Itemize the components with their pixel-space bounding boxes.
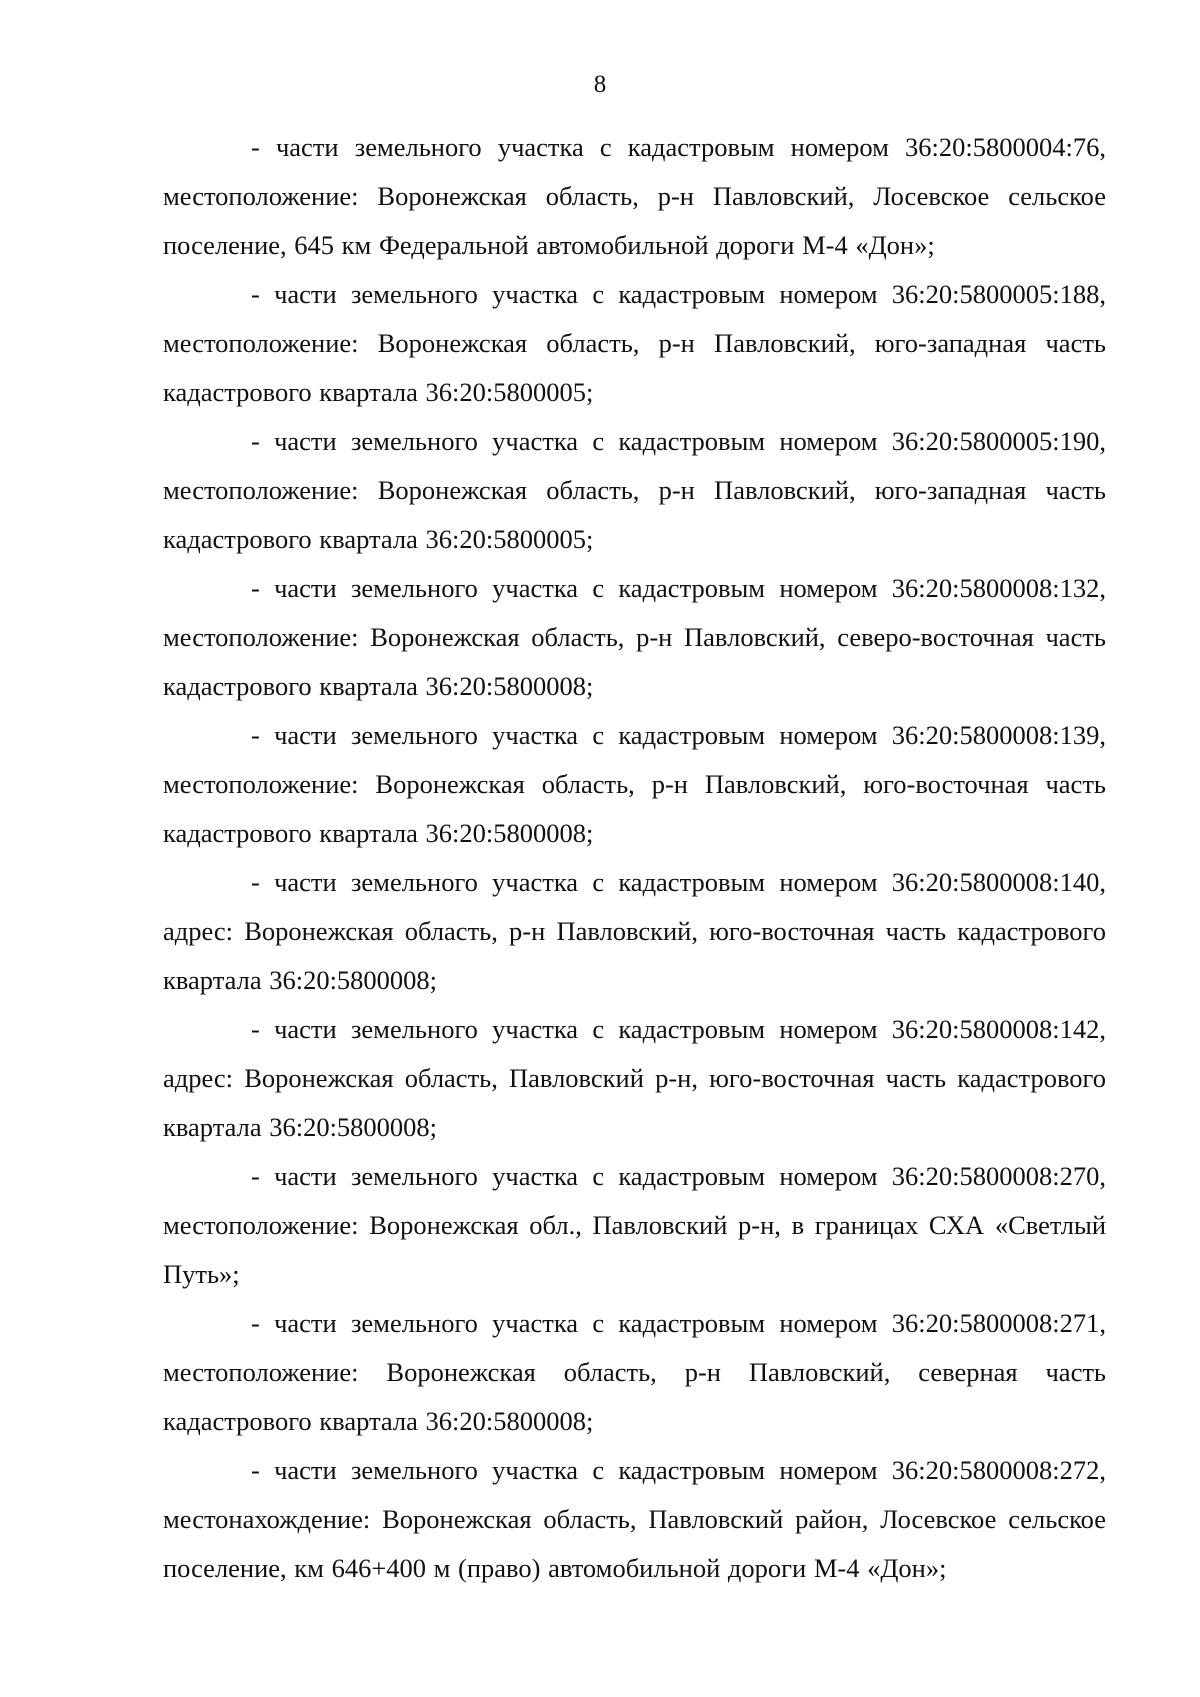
paragraph-parcel-8: - части земельного участка с кадастровым номером 36:20:5800008:270, местоположение: Воронежская обл., Павловский р-н, в границах СХА «Светлый Путь»; — [163, 1161, 1106, 1289]
paragraph-parcel-4: - части земельного участка с кадастровым номером 36:20:5800008:132, местоположение: Воронежская область, р-н Павловский, северо-восточная часть кадастрового квартала 36:20:5800008; — [163, 573, 1106, 701]
paragraph-parcel-3: - части земельного участка с кадастровым номером 36:20:5800005:190, местоположение: Воронежская область, р-н Павловский, юго-западная часть кадастрового квартала 36:20:5800005; — [163, 426, 1106, 554]
page-number: 8 — [593, 71, 607, 98]
paragraph-parcel-7: - части земельного участка с кадастровым номером 36:20:5800008:142, адрес: Воронежская область, Павловский р-н, юго-восточная часть кадастрового квартала 36:20:5800008; — [163, 1014, 1106, 1142]
paragraph-parcel-2: - части земельного участка с кадастровым номером 36:20:5800005:188, местоположение: Воронежская область, р-н Павловский, юго-западная часть кадастрового квартала 36:20:5800005; — [163, 279, 1106, 407]
document-body — [163, 123, 1106, 1593]
paragraph-parcel-9: - части земельного участка с кадастровым номером 36:20:5800008:271, местоположение: Воронежская область, р-н Павловский, северная часть кадастрового квартала 36:20:5800008; — [163, 1308, 1106, 1436]
paragraph-parcel-6: - части земельного участка с кадастровым номером 36:20:5800008:140, адрес: Воронежская область, р-н Павловский, юго-восточная часть кадастрового квартала 36:20:5800008; — [163, 867, 1106, 995]
paragraph-parcel-5: - части земельного участка с кадастровым номером 36:20:5800008:139, местоположение: Воронежская область, р-н Павловский, юго-восточная часть кадастрового квартала 36:20:5800008; — [163, 720, 1106, 848]
paragraph-parcel-10: - части земельного участка с кадастровым номером 36:20:5800008:272, местонахождение: Воронежская область, Павловский район, Лосевское сельское поселение, км 646+400 м (право) автомобильной дороги М-4 «Дон»; — [163, 1455, 1106, 1583]
paragraph-parcel-1: - части земельного участка с кадастровым номером 36:20:5800004:76, местоположение: Воронежская область, р-н Павловский, Лосевское сельское поселение, 645 км Федеральной автомобильной дороги М-4 «Дон»; — [163, 132, 1106, 260]
